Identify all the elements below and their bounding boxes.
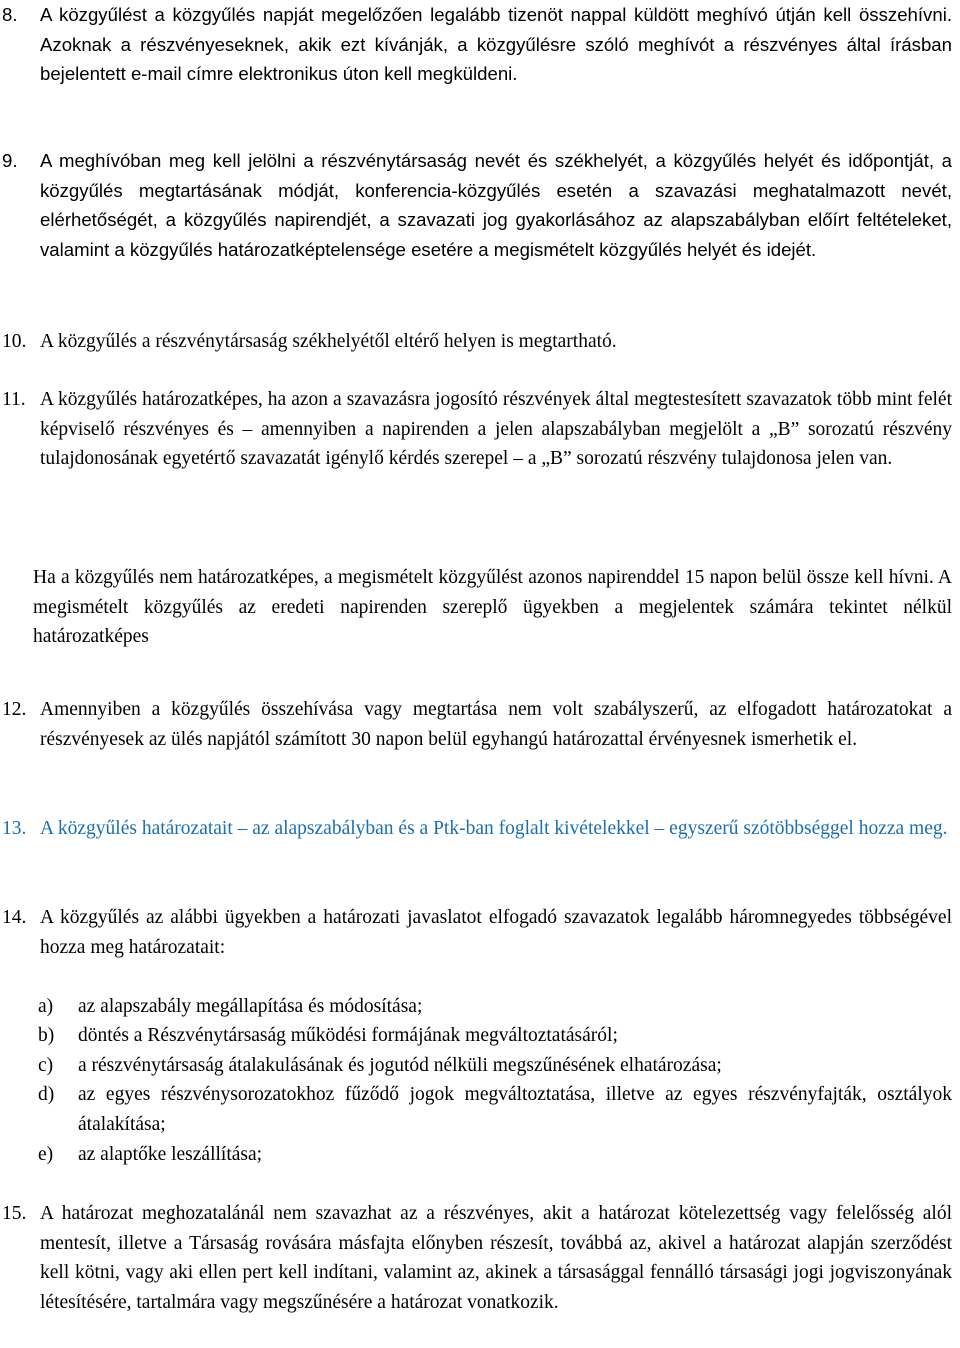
paragraph-11-continuation: Ha a közgyűlés nem határozatképes, a megismételt közgyűlést azonos napirenddel 15 napon belül össze kell hívni. A megismételt közgyűlés az eredeti napirenden szereplő ügyekben a megjelentek számára tekintet nélkül határozatképes: [33, 567, 952, 648]
paragraph-text: A közgyűlés határozatait – az alapszabályban és a Ptk-ban foglalt kivételekkel – egyszerű szótöbbséggel hozza meg.: [40, 818, 948, 839]
list-text: az alapszabály megállapítása és módosítása;: [78, 996, 423, 1017]
paragraph-text: A közgyűlés határozatképes, ha azon a szavazásra jogosító részvények által megtestesített szavazatok több mint felét képviselő részvényes és – amennyiben a napirenden a jelen alapszabályban megjelölt a „B” sorozatú részvény tulajdonosának egyetértő szavazatát igénylő kérdés szerepel – a „B” sorozatú részvény tulajdonosa jelen van.: [40, 389, 952, 470]
paragraph-13: [0, 814, 960, 844]
paragraph-10: [0, 327, 960, 357]
paragraph-14: [0, 903, 960, 962]
list-item-d: [0, 1080, 960, 1139]
paragraph-text: A határozat meghozatalánál nem szavazhat az a részvényes, akit a határozat kötelezettség vagy felelősség alól mentesít, illetve a Társaság rovására másfajta előnyben részesít, továbbá az, akivel a határozat alapján szerződést kell kötni, vagy aki ellen pert kell indítani, valamint az, akinek a társasággal fennálló társasági jogi jogviszonyának létesítésére, tartalmára vagy megszűnésére a határozat vonatkozik.: [40, 1203, 952, 1313]
paragraph-number: 8.: [2, 4, 18, 25]
list-text: az alaptőke leszállítása;: [78, 1144, 263, 1165]
paragraph-11: [0, 385, 960, 474]
paragraph-text: Amennyiben a közgyűlés összehívása vagy megtartása nem volt szabályszerű, az elfogadott határozatokat a részvényesek az ülés napjától számított 30 napon belül egyhangú határozattal érvényesnek ismerhetik el.: [40, 699, 952, 750]
list-item-b: [0, 1021, 960, 1051]
list-item-e: [0, 1140, 960, 1170]
list-letter: a): [38, 996, 54, 1017]
list-letter: c): [38, 1055, 54, 1076]
list-item-c: [0, 1051, 960, 1081]
paragraph-number: 9.: [2, 150, 18, 171]
list-text: az egyes részvénysorozatokhoz fűződő jogok megváltoztatása, illetve az egyes részvényfajták, osztályok átalakítása;: [78, 1084, 952, 1135]
list-letter: e): [38, 1144, 54, 1165]
list-letter: b): [38, 1025, 55, 1046]
paragraph-number: 11.: [2, 389, 26, 410]
paragraph-number: 13.: [2, 818, 27, 839]
paragraph-text: A közgyűlés az alábbi ügyekben a határozati javaslatot elfogadó szavazatok legalább háromnegyedes többségével hozza meg határozatait:: [40, 907, 952, 958]
paragraph-9: [0, 146, 960, 264]
list-text: a részvénytársaság átalakulásának és jogutód nélküli megszűnésének elhatározása;: [78, 1055, 722, 1076]
paragraph-number: 14.: [2, 907, 27, 928]
list-letter: d): [38, 1084, 55, 1105]
paragraph-text: A közgyűlés a részvénytársaság székhelyétől eltérő helyen is megtartható.: [40, 331, 617, 352]
paragraph-number: 15.: [2, 1203, 27, 1224]
paragraph-8: [0, 0, 960, 89]
paragraph-number: 12.: [2, 699, 27, 720]
paragraph-text: A meghívóban meg kell jelölni a részvénytársaság nevét és székhelyét, a közgyűlés helyét és időpontját, a közgyűlés megtartásának módját, konferencia-közgyűlés esetén a szavazási meghatalmazott nevét, elérhetőségét, a közgyűlés napirendjét, a szavazati jog gyakorlásához az alapszabályban előírt feltételeket, valamint a közgyűlés határozatképtelensége esetére a megismételt közgyűlés helyét és idejét.: [40, 150, 952, 260]
list-text: döntés a Részvénytársaság működési formájának megváltoztatásáról;: [78, 1025, 618, 1046]
paragraph-15: [0, 1199, 960, 1317]
list-item-a: [0, 992, 960, 1022]
paragraph-number: 10.: [2, 331, 27, 352]
paragraph-text: A közgyűlést a közgyűlés napját megelőzően legalább tizenöt nappal küldött meghívó útján kell összehívni. Azoknak a részvényeseknek, akik ezt kívánják, a közgyűlésre szóló meghívót a részvényes által írásban bejelentett e-mail címre elektronikus úton kell megküldeni.: [40, 4, 952, 85]
paragraph-12: [0, 695, 960, 754]
